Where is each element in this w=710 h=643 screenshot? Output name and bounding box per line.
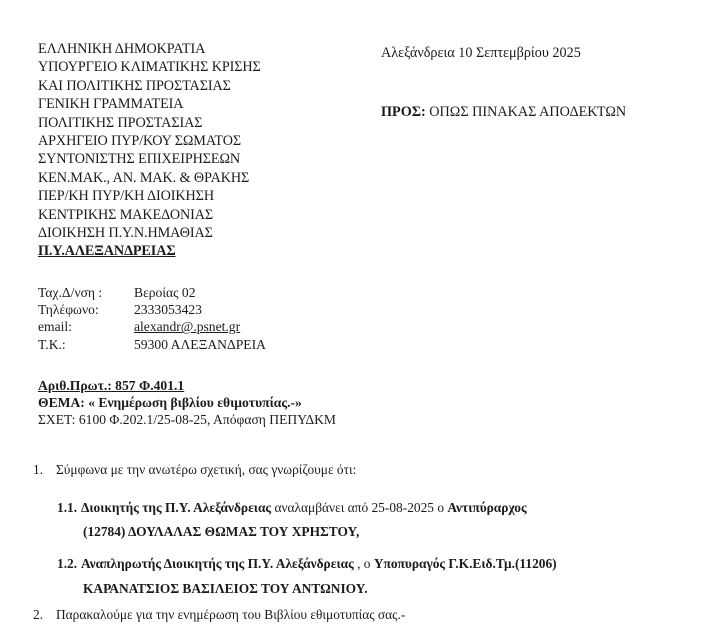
contact-row-phone (38, 301, 266, 318)
issuer-header (38, 40, 261, 261)
contact-block (38, 284, 266, 353)
paragraph-number: 1. (33, 462, 44, 477)
rank-title: Υποπυραγός Γ.Κ.Ειδ.Τμ.(11206) (373, 556, 557, 571)
officer-name: (12784) ΔΟΥΛΑΛΑΣ ΘΩΜΑΣ ΤΟΥ ΧΡΗΣΤΟΥ, (83, 524, 360, 539)
contact-label: Τηλέφωνο: (38, 302, 99, 318)
related-line: ΣΧΕΤ: 6100 Φ.202.1/25-08-25, Απόφαση ΠΕΠΥΔΚΜ (38, 412, 336, 427)
paragraph-text: Παρακαλούμε για την ενημέρωση του Βιβλίου εθιμοτυπίας σας.- (56, 607, 406, 622)
paragraph-number: 1.2. (57, 556, 78, 571)
subject-line: ΘΕΜΑ: « Ενημέρωση βιβλίου εθιμοτυπίας.-» (38, 395, 302, 410)
contact-label: email: (38, 319, 72, 335)
header-line: ΣΥΝΤΟΝΙΣΤΗΣ ΕΠΙΧΕΙΡΗΣΕΩΝ (38, 151, 241, 168)
contact-value: Βεροίας 02 (134, 285, 196, 300)
role-title: Αναπληρωτής Διοικητής της Π.Υ. Αλεξάνδρειας (81, 556, 354, 571)
contact-value: 2333053423 (134, 302, 202, 318)
contact-row-email (38, 318, 266, 335)
header-line: ΓΕΝΙΚΗ ΓΡΑΜΜΑΤΕΙΑ (38, 96, 184, 113)
service-name: Π.Υ.ΑΛΕΞΑΝΔΡΕΙΑΣ (38, 243, 176, 260)
header-line: ΠΟΛΙΤΙΚΗΣ ΠΡΟΣΤΑΣΙΑΣ (38, 114, 203, 131)
officer-name: ΚΑΡΑΝΑΤΣΙΟΣ ΒΑΣΙΛΕΙΟΣ ΤΟΥ ΑΝΤΩΝΙΟΥ. (83, 581, 368, 596)
header-line: ΕΛΛΗΝΙΚΗ ΔΗΜΟΚΡΑΤΙΑ (38, 41, 206, 57)
subparagraph-1-1 (57, 500, 527, 516)
header-line: ΚΕΝΤΡΙΚΗΣ ΜΑΚΕΔΟΝΙΑΣ (38, 206, 214, 223)
header-line: ΚΑΙ ΠΟΛΙΤΙΚΗΣ ΠΡΟΣΤΑΣΙΑΣ (38, 77, 231, 94)
contact-row-address (38, 284, 266, 301)
reference-block (38, 377, 336, 428)
recipient-line (381, 104, 626, 121)
protocol-number: Αριθ.Πρωτ.: 857 Φ.401.1 (38, 378, 185, 393)
paragraph-text: αναλαμβάνει από 25-08-2025 ο (271, 500, 448, 515)
email-link[interactable]: alexandr@.psnet.gr (134, 319, 241, 335)
role-title: Διοικητής της Π.Υ. Αλεξάνδρειας (81, 500, 272, 515)
paragraph-2 (33, 607, 405, 623)
subparagraph-1-2 (57, 556, 557, 572)
header-line: ΥΠΟΥΡΓΕΙΟ ΚΛΙΜΑΤΙΚΗΣ ΚΡΙΣΗΣ (38, 59, 261, 76)
contact-label: Ταχ.Δ/νση : (38, 285, 103, 300)
paragraph-text: , ο (353, 556, 374, 571)
paragraph-number: 2. (33, 607, 44, 622)
contact-row-postcode (38, 336, 266, 353)
header-line: ΑΡΧΗΓΕΙΟ ΠΥΡ/ΚΟΥ ΣΩΜΑΤΟΣ (38, 132, 242, 149)
paragraph-number: 1.1. (57, 500, 78, 515)
paragraph-text: Σύμφωνα με την ανωτέρω σχετική, σας γνωρίζουμε ότι: (56, 462, 357, 477)
header-line: ΠΕΡ/ΚΗ ΠΥΡ/ΚΗ ΔΙΟΙΚΗΣΗ (38, 188, 214, 205)
paragraph-1 (33, 462, 356, 478)
header-line: ΔΙΟΙΚΗΣΗ Π.Υ.Ν.ΗΜΑΘΙΑΣ (38, 224, 213, 241)
contact-value: 59300 ΑΛΕΞΑΝΔΡΕΙΑ (134, 336, 266, 352)
recipient-label: ΠΡΟΣ: (381, 104, 426, 120)
header-line: ΚΕΝ.ΜΑΚ., ΑΝ. ΜΑΚ. & ΘΡΑΚΗΣ (38, 169, 250, 186)
date-line: Αλεξάνδρεια 10 Σεπτεμβρίου 2025 (381, 45, 581, 61)
rank-title: Αντιπύραρχος (447, 500, 527, 515)
recipient-value: ΟΠΩΣ ΠΙΝΑΚΑΣ ΑΠΟΔΕΚΤΩΝ (429, 104, 627, 120)
contact-label: Τ.Κ.: (38, 336, 66, 352)
